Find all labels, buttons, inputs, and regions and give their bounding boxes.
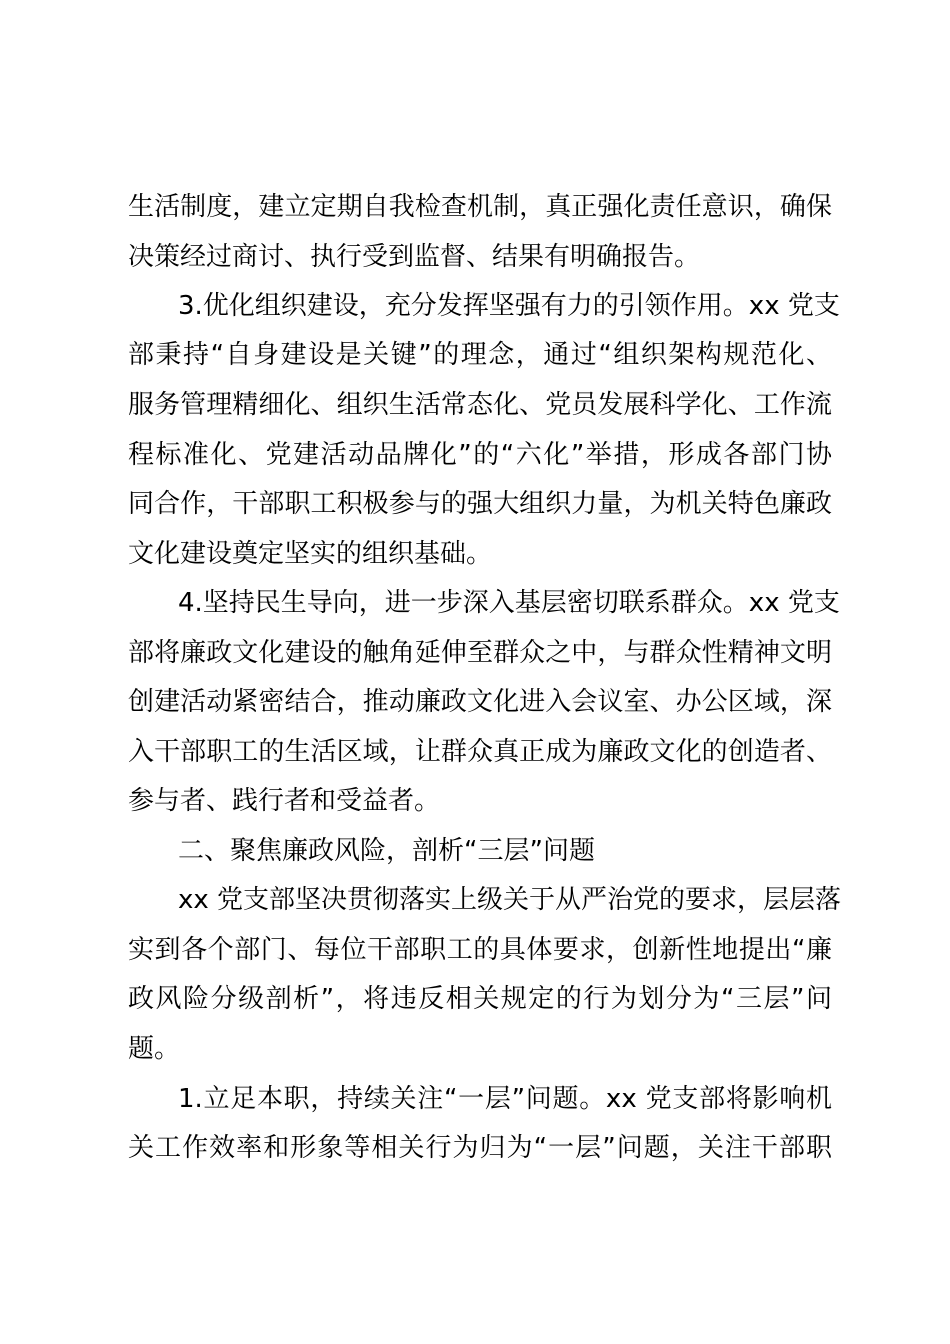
text-line: 3.优化组织建设，充分发挥坚强有力的引领作用。xx 党支 xyxy=(178,291,840,321)
text-line: 文化建设奠定坚实的组织基础。 xyxy=(128,539,493,569)
text-line: 4.坚持民生导向，进一步深入基层密切联系群众。xx 党支 xyxy=(178,588,840,618)
text-line: xx 党支部坚决贯彻落实上级关于从严治党的要求，层层落 xyxy=(178,885,842,915)
text-line: 程标准化、党建活动品牌化”的“六化”举措，形成各部门协 xyxy=(128,440,832,470)
text-line: 政风险分级剖析”，将违反相关规定的行为划分为“三层”问 xyxy=(128,984,832,1014)
text-line: 题。 xyxy=(128,1034,181,1064)
text-line: 创建活动紧密结合，推动廉政文化进入会议室、办公区域，深 xyxy=(128,687,832,717)
text-line: 生活制度，建立定期自我检查机制，真正强化责任意识，确保 xyxy=(128,192,832,222)
text-line: 1.立足本职，持续关注“一层”问题。xx 党支部将影响机 xyxy=(178,1084,832,1114)
text-line: 实到各个部门、每位干部职工的具体要求，创新性地提出“廉 xyxy=(128,935,832,965)
text-line: 决策经过商讨、执行受到监督、结果有明确报告。 xyxy=(128,242,701,272)
text-line: 参与者、践行者和受益者。 xyxy=(128,786,441,816)
text-line: 部秉持“自身建设是关键”的理念，通过“组织架构规范化、 xyxy=(128,340,832,370)
section-heading: 二、聚焦廉政风险，剖析“三层”问题 xyxy=(178,836,595,866)
text-line: 服务管理精细化、组织生活常态化、党员发展科学化、工作流 xyxy=(128,390,832,420)
text-line: 部将廉政文化建设的触角延伸至群众之中，与群众性精神文明 xyxy=(128,638,832,668)
text-line: 关工作效率和形象等相关行为归为“一层”问题，关注干部职 xyxy=(128,1133,832,1163)
text-line: 同合作，干部职工积极参与的强大组织力量，为机关特色廉政 xyxy=(128,489,832,519)
text-line: 入干部职工的生活区域，让群众真正成为廉政文化的创造者、 xyxy=(128,737,832,767)
